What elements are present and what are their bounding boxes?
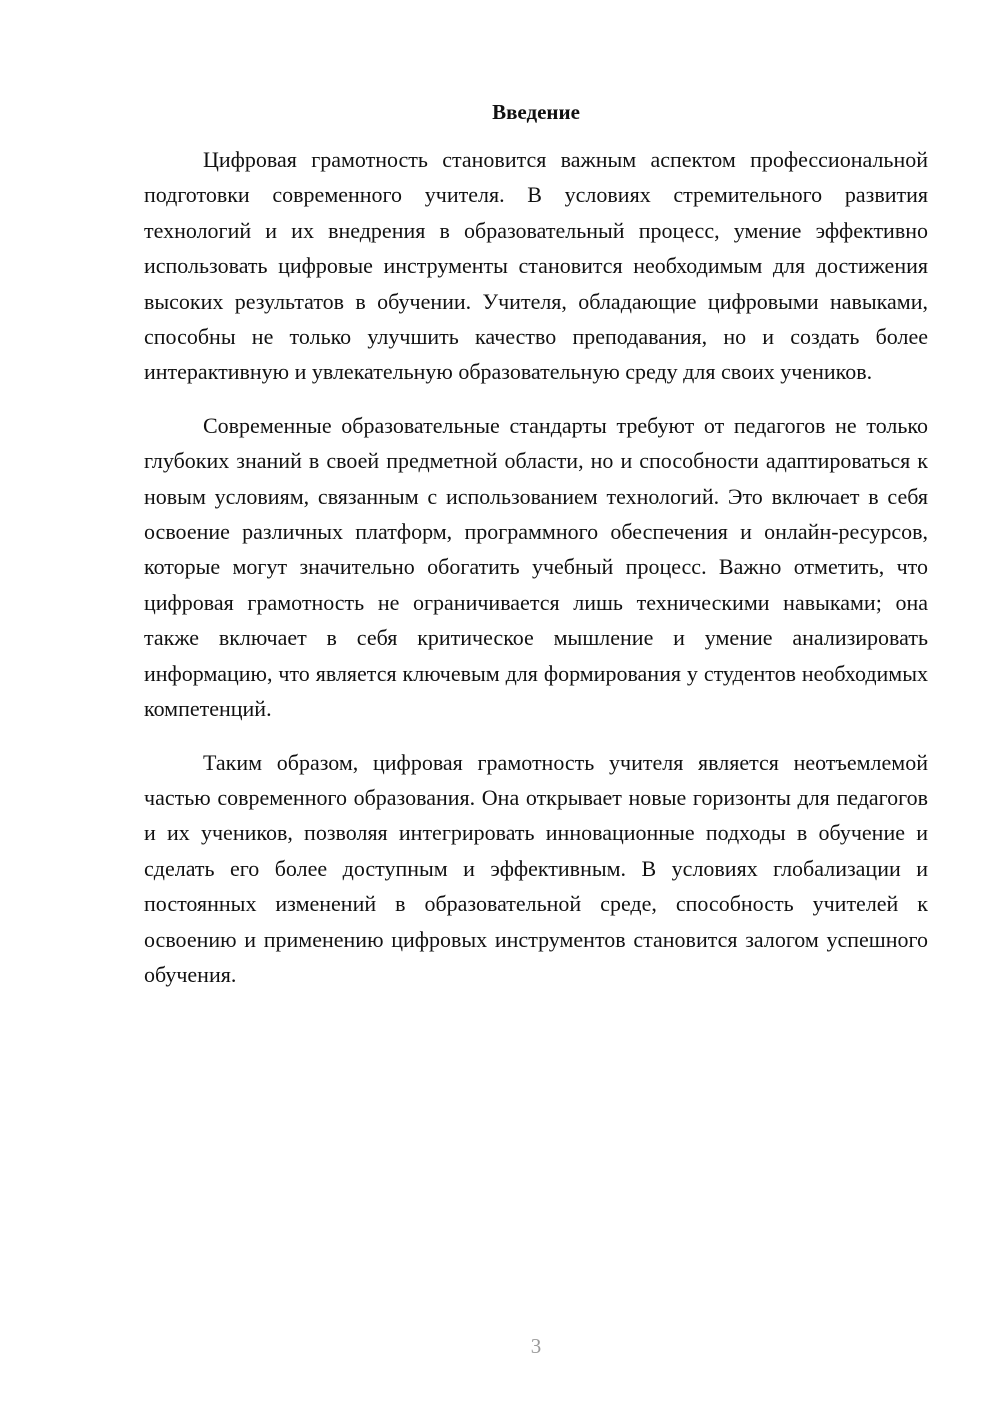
body-text [144, 142, 928, 1010]
section-title: Введение [492, 100, 580, 124]
paragraph-3: Таким образом, цифровая грамотность учителя является неотъемлемой частью современного образования. Она открывает новые горизонты для педагогов и их учеников, позволяя интегрировать инновационные подходы в обучение и сделать его более доступным и эффективным. В условиях глобализации и постоянных изменений в образовательной среде, способность учителей к освоению и применению цифровых инструментов становится залогом успешного обучения. [144, 749, 928, 987]
paragraph-2: Современные образовательные стандарты требуют от педагогов не только глубоких знаний в своей предметной области, но и способности адаптироваться к новым условиям, связанным с использованием технологий. Это включает в себя освоение различных платформ, программного обеспечения и онлайн-ресурсов, которые могут значительно обогатить учебный процесс. Важно отметить, что цифровая грамотность не ограничивается лишь техническими навыками; она также включает в себя критическое мышление и умение анализировать информацию, что является ключевым для формирования у студентов необходимых компетенций. [144, 412, 928, 722]
paragraph-1: Цифровая грамотность становится важным аспектом профессиональной подготовки современного учителя. В условиях стремительного развития технологий и их внедрения в образовательный процесс, умение эффективно использовать цифровые инструменты становится необходимым для достижения высоких результатов в обучении. Учителя, обладающие цифровыми навыками, способны не только улучшить качество преподавания, но и создать более интерактивную и увлекательную образовательную среду для своих учеников. [144, 147, 928, 385]
page-number: 3 [530, 1334, 542, 1358]
